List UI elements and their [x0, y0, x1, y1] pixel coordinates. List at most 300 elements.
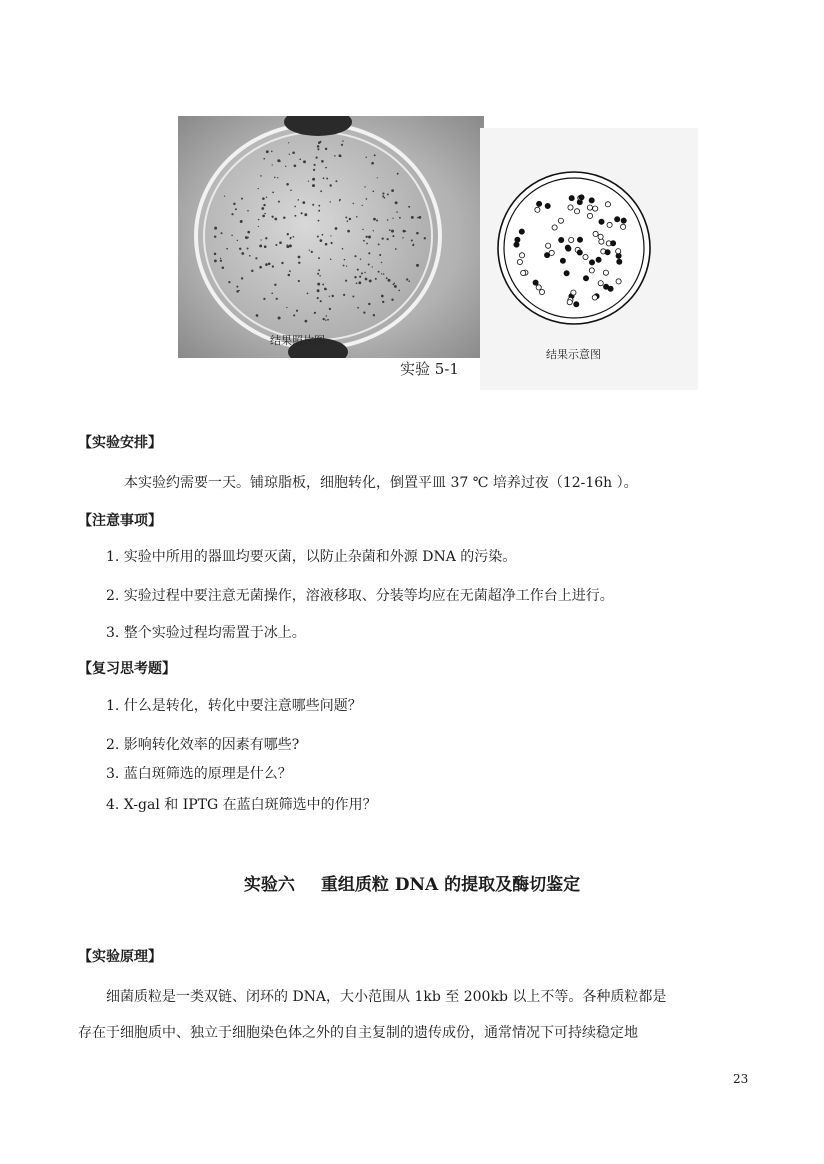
- colony-speck: [258, 226, 259, 227]
- colony-speck: [372, 266, 373, 267]
- colony-speck: [292, 152, 295, 155]
- colony-speck: [318, 269, 320, 271]
- colony-speck: [263, 204, 265, 206]
- colony-speck: [343, 294, 345, 296]
- colony-speck: [221, 232, 223, 234]
- colony-speck: [318, 141, 321, 144]
- colony-speck: [366, 243, 368, 245]
- colony-speck: [379, 254, 381, 256]
- figure-5-1: [150, 108, 698, 392]
- colony-speck: [346, 266, 347, 267]
- colony-speck: [397, 173, 399, 175]
- colony-speck: [279, 241, 282, 244]
- blue-colony: [559, 237, 564, 242]
- blue-colony: [605, 250, 610, 255]
- colony-speck: [368, 303, 370, 305]
- colony-speck: [347, 220, 349, 222]
- colony-speck: [356, 282, 358, 284]
- white-colony: [568, 205, 573, 210]
- white-colony: [574, 209, 579, 214]
- white-colony: [552, 225, 557, 230]
- blue-colony: [583, 276, 588, 281]
- colony-speck: [392, 218, 393, 219]
- colony-speck: [343, 265, 345, 267]
- principle-heading: 【实验原理】: [78, 949, 162, 965]
- colony-speck: [352, 296, 354, 298]
- colony-speck: [312, 184, 315, 187]
- colony-speck: [301, 212, 303, 214]
- colony-speck: [307, 293, 309, 295]
- colony-speck: [271, 293, 273, 295]
- colony-speck: [364, 272, 365, 273]
- colony-speck: [331, 242, 333, 244]
- white-colony: [592, 295, 597, 300]
- colony-speck: [329, 201, 330, 202]
- note-item: 3. 整个实验过程均需置于冰上。: [106, 625, 306, 641]
- colony-speck: [220, 260, 222, 262]
- colony-speck: [394, 285, 397, 288]
- colony-speck: [272, 164, 273, 165]
- colony-speck: [263, 298, 265, 300]
- colony-speck: [405, 230, 406, 231]
- colony-speck: [259, 266, 262, 269]
- colony-speck: [382, 237, 384, 239]
- colony-speck: [245, 236, 247, 238]
- colony-speck: [294, 215, 296, 217]
- colony-speck: [406, 278, 408, 280]
- white-colony: [599, 239, 604, 244]
- colony-speck: [237, 240, 238, 241]
- colony-speck: [391, 299, 393, 301]
- colony-speck: [357, 307, 359, 309]
- colony-speck: [286, 307, 287, 308]
- colony-speck: [345, 280, 347, 282]
- colony-speck: [266, 150, 269, 153]
- colony-speck: [263, 158, 265, 160]
- blue-colony: [579, 195, 584, 200]
- colony-speck: [272, 192, 274, 194]
- note-item: 1. 实验中所用的器皿均要灭菌，以防止杂菌和外源 DNA 的污染。: [106, 549, 517, 565]
- white-colony: [603, 270, 608, 275]
- colony-speck: [247, 237, 249, 239]
- review-item: 4. X-gal 和 IPTG 在蓝白斑筛选中的作用？: [106, 797, 377, 813]
- colony-speck: [334, 155, 336, 157]
- colony-speck: [289, 154, 290, 155]
- white-colony: [616, 249, 621, 254]
- colony-speck: [320, 190, 322, 192]
- colony-speck: [329, 296, 330, 297]
- colony-speck: [329, 308, 331, 310]
- colony-speck: [378, 271, 380, 273]
- colony-speck: [247, 248, 249, 250]
- colony-speck: [274, 177, 276, 179]
- colony-speck: [258, 219, 259, 220]
- colony-speck: [247, 210, 249, 212]
- colony-speck: [298, 199, 300, 201]
- review-item: 1. 什么是转化，转化中要注意哪些问题？: [106, 698, 362, 714]
- colony-speck: [387, 219, 389, 221]
- review-item: 2. 影响转化效率的因素有哪些?: [106, 737, 300, 753]
- colony-speck: [325, 288, 327, 290]
- blue-colony: [596, 257, 601, 262]
- white-colony: [598, 234, 603, 239]
- arrangement-text: 本实验约需要一天。铺琼脂板，细胞转化，倒置平皿 37 ℃ 培养过夜（12-16h ）。: [124, 475, 638, 491]
- colony-speck: [384, 197, 386, 199]
- colony-speck: [241, 252, 244, 255]
- colony-speck: [317, 273, 319, 275]
- colony-speck: [277, 159, 280, 162]
- principle-line: 细菌质粒是一类双链、闭环的 DNA，大小范围从 1kb 至 200kb 以上不等。各种质粒都是: [106, 989, 667, 1005]
- colony-speck: [294, 164, 297, 167]
- colony-speck: [323, 177, 325, 179]
- colony-speck: [265, 263, 268, 266]
- colony-speck: [344, 259, 346, 261]
- colony-speck: [302, 201, 305, 204]
- colony-speck: [271, 216, 273, 218]
- colony-speck: [356, 216, 358, 218]
- colony-speck: [362, 205, 363, 206]
- colony-speck: [382, 301, 384, 303]
- white-colony: [589, 268, 594, 273]
- colony-speck: [287, 233, 289, 235]
- colony-speck: [271, 151, 273, 153]
- colony-speck: [309, 250, 310, 251]
- white-colony: [569, 237, 574, 242]
- colony-speck: [274, 284, 276, 286]
- colony-speck: [322, 283, 324, 285]
- white-colony: [536, 285, 541, 290]
- petri-dish-photo: [178, 116, 484, 358]
- colony-speck: [339, 154, 342, 157]
- white-colony: [605, 202, 610, 207]
- colony-speck: [235, 208, 237, 210]
- colony-speck: [378, 243, 380, 245]
- colony-speck: [281, 262, 283, 264]
- colony-speck: [389, 229, 391, 231]
- blue-colony: [615, 217, 620, 222]
- white-colony: [539, 289, 544, 294]
- colony-speck: [342, 248, 344, 250]
- colony-speck: [327, 319, 329, 321]
- colony-speck: [298, 256, 301, 259]
- page-number: 23: [733, 1072, 749, 1086]
- colony-speck: [368, 236, 371, 239]
- blue-colony: [533, 280, 538, 285]
- colony-speck: [222, 266, 225, 269]
- colony-speck: [255, 257, 257, 259]
- colony-speck: [347, 230, 350, 233]
- colony-speck: [298, 280, 300, 282]
- principle-line: 存在于细胞质中、独立于细胞染色体之外的自主复制的遗传成份，通常情况下可持续稳定地: [78, 1025, 638, 1041]
- section-title-prefix: 实验六: [243, 875, 295, 895]
- colony-speck: [330, 235, 331, 236]
- colony-speck: [377, 177, 378, 178]
- colony-speck: [249, 255, 251, 257]
- white-colony: [558, 218, 563, 223]
- colony-speck: [416, 264, 419, 267]
- colony-speck: [317, 289, 320, 292]
- white-colony: [571, 290, 576, 295]
- colony-speck: [214, 260, 217, 263]
- colony-speck: [392, 235, 394, 237]
- colony-speck: [373, 230, 374, 231]
- blue-colony: [519, 229, 524, 234]
- colony-speck: [325, 319, 326, 320]
- colony-speck: [387, 193, 389, 195]
- section-title: [0, 870, 824, 895]
- colony-speck: [354, 255, 356, 257]
- colony-speck: [241, 198, 243, 200]
- colony-speck: [293, 236, 295, 238]
- colony-speck: [236, 286, 238, 288]
- colony-speck: [360, 258, 361, 259]
- colony-speck: [368, 264, 370, 266]
- colony-speck: [240, 220, 243, 223]
- colony-speck: [416, 232, 419, 235]
- colony-speck: [322, 234, 324, 236]
- colony-speck: [381, 295, 384, 298]
- colony-speck: [286, 183, 289, 186]
- colony-speck: [358, 281, 361, 284]
- colony-speck: [288, 142, 289, 143]
- colony-speck: [361, 272, 363, 274]
- colony-speck: [331, 295, 333, 297]
- blue-colony: [608, 286, 613, 291]
- colony-speck: [288, 274, 291, 277]
- figure-label: 实验 5-1: [400, 360, 459, 378]
- colony-speck: [311, 251, 313, 253]
- colony-speck: [305, 320, 308, 323]
- colony-speck: [231, 213, 233, 215]
- colony-speck: [371, 162, 374, 165]
- colony-speck: [408, 280, 410, 282]
- colony-speck: [335, 227, 338, 230]
- white-colony: [593, 231, 598, 236]
- white-colony: [621, 224, 626, 229]
- blue-colony: [569, 196, 574, 201]
- colony-speck: [411, 216, 414, 219]
- photo-caption: 结果照片图: [270, 334, 325, 347]
- colony-speck: [381, 262, 382, 263]
- colony-speck: [345, 216, 347, 218]
- arrangement-heading: 【实验安排】: [78, 435, 162, 451]
- colony-speck: [357, 269, 359, 271]
- colony-speck: [304, 213, 307, 216]
- colony-speck: [298, 262, 300, 264]
- colony-speck: [293, 314, 295, 316]
- colony-speck: [294, 206, 296, 208]
- colony-speck: [312, 204, 314, 206]
- section-title-main: 重组质粒 DNA 的提取及酶切鉴定: [320, 875, 581, 895]
- colony-speck: [366, 198, 368, 200]
- colony-speck: [264, 245, 267, 248]
- colony-speck: [321, 160, 324, 163]
- colony-speck: [258, 188, 259, 189]
- colony-speck: [399, 217, 401, 219]
- colony-speck: [396, 211, 397, 212]
- schematic-caption: 结果示意图: [546, 348, 601, 361]
- colony-speck: [277, 177, 278, 178]
- colony-speck: [366, 236, 368, 238]
- colony-speck: [241, 277, 243, 279]
- colony-speck: [408, 206, 410, 208]
- colony-speck: [395, 248, 397, 250]
- colony-speck: [417, 217, 419, 219]
- colony-speck: [326, 178, 328, 180]
- colony-speck: [373, 314, 375, 316]
- blue-colony: [589, 260, 594, 265]
- colony-speck: [325, 148, 327, 150]
- colony-speck: [402, 237, 403, 238]
- colony-speck: [386, 277, 388, 279]
- colony-speck: [290, 238, 291, 239]
- colony-speck: [262, 215, 265, 218]
- colony-speck: [278, 317, 281, 320]
- colony-speck: [325, 167, 327, 169]
- white-colony: [517, 259, 522, 264]
- colony-speck: [226, 248, 228, 250]
- colony-speck: [342, 140, 343, 141]
- blue-colony: [611, 241, 616, 246]
- colony-speck: [260, 239, 261, 240]
- colony-speck: [251, 270, 253, 272]
- colony-speck: [365, 157, 366, 158]
- blue-colony: [545, 203, 550, 208]
- blue-colony: [617, 259, 622, 264]
- colony-speck: [318, 205, 320, 207]
- white-colony: [587, 213, 592, 218]
- colony-speck: [318, 257, 320, 259]
- colony-speck: [354, 276, 356, 278]
- colony-speck: [214, 235, 216, 237]
- colony-speck: [214, 253, 217, 256]
- colony-speck: [363, 311, 365, 313]
- colony-speck: [299, 158, 301, 160]
- colony-speck: [266, 197, 267, 198]
- colony-speck: [398, 290, 400, 292]
- colony-speck: [393, 284, 395, 286]
- colony-speck: [318, 220, 320, 222]
- colony-speck: [319, 275, 320, 276]
- colony-speck: [330, 184, 332, 186]
- colony-speck: [395, 201, 398, 204]
- colony-speck: [383, 273, 385, 275]
- colony-speck: [314, 164, 316, 166]
- colony-speck: [303, 160, 306, 163]
- result-photo: [178, 116, 484, 358]
- colony-speck: [339, 199, 341, 201]
- white-colony: [583, 254, 588, 259]
- colony-speck: [359, 276, 361, 278]
- colony-speck: [214, 227, 217, 230]
- colony-speck: [314, 312, 315, 313]
- colony-speck: [388, 279, 391, 282]
- colony-speck: [289, 270, 291, 272]
- colony-speck: [320, 300, 322, 302]
- blue-colony: [564, 271, 569, 276]
- colony-speck: [382, 193, 384, 195]
- colony-speck: [365, 278, 368, 281]
- colony-speck: [341, 144, 343, 146]
- colony-speck: [268, 263, 271, 266]
- colony-speck: [320, 239, 323, 242]
- colony-speck: [391, 189, 394, 192]
- note-item: 2. 实验过程中要注意无菌操作，溶液移取、分装等均应在无菌超净工作台上进行。: [106, 588, 614, 604]
- colony-speck: [272, 265, 274, 267]
- colony-speck: [325, 243, 328, 246]
- colony-speck: [317, 235, 319, 237]
- blue-colony: [560, 258, 565, 263]
- colony-speck: [349, 218, 351, 220]
- colony-speck: [369, 279, 372, 282]
- white-colony: [519, 253, 524, 258]
- colony-speck: [239, 248, 241, 250]
- colony-speck: [256, 314, 259, 317]
- colony-speck: [419, 216, 422, 219]
- colony-speck: [373, 218, 376, 221]
- colony-speck: [275, 244, 277, 246]
- colony-speck: [247, 231, 250, 234]
- blue-colony: [515, 237, 520, 242]
- colony-speck: [368, 252, 370, 254]
- review-heading: 【复习思考题】: [78, 661, 176, 677]
- colony-speck: [278, 201, 280, 203]
- colony-speck: [274, 218, 277, 221]
- white-colony: [549, 250, 554, 255]
- colony-speck: [316, 157, 318, 159]
- colony-speck: [413, 244, 414, 245]
- white-colony: [567, 300, 572, 305]
- colony-speck: [233, 203, 235, 205]
- colony-speck: [318, 210, 320, 212]
- colony-speck: [381, 273, 382, 274]
- colony-speck: [283, 217, 285, 219]
- colony-speck: [375, 278, 377, 280]
- colony-speck: [276, 298, 278, 300]
- colony-speck: [286, 245, 289, 248]
- colony-speck: [313, 169, 315, 171]
- white-colony: [607, 222, 612, 227]
- colony-speck: [364, 186, 365, 187]
- colony-speck: [424, 237, 426, 239]
- white-colony: [598, 281, 603, 286]
- blue-colony: [599, 219, 604, 224]
- colony-speck: [224, 195, 225, 196]
- blue-colony: [537, 201, 542, 206]
- colony-speck: [391, 230, 394, 233]
- colony-speck: [261, 207, 264, 210]
- colony-speck: [323, 318, 325, 320]
- review-item: 3. 蓝白斑筛选的原理是什么？: [106, 766, 292, 782]
- colony-speck: [335, 180, 337, 182]
- colony-speck: [363, 240, 365, 242]
- colony-speck: [308, 181, 309, 182]
- colony-speck: [236, 290, 239, 293]
- colony-speck: [317, 148, 319, 150]
- blue-colony: [577, 250, 582, 255]
- colony-speck: [317, 283, 320, 286]
- colony-speck: [353, 203, 354, 204]
- notes-heading: 【注意事项】: [78, 513, 162, 529]
- blue-colony: [566, 246, 571, 251]
- colony-speck: [376, 220, 378, 222]
- white-colony: [546, 243, 551, 248]
- colony-speck: [326, 315, 327, 316]
- colony-speck: [317, 145, 320, 148]
- colony-speck: [374, 154, 376, 156]
- white-colony: [521, 270, 526, 275]
- white-colony: [593, 206, 598, 211]
